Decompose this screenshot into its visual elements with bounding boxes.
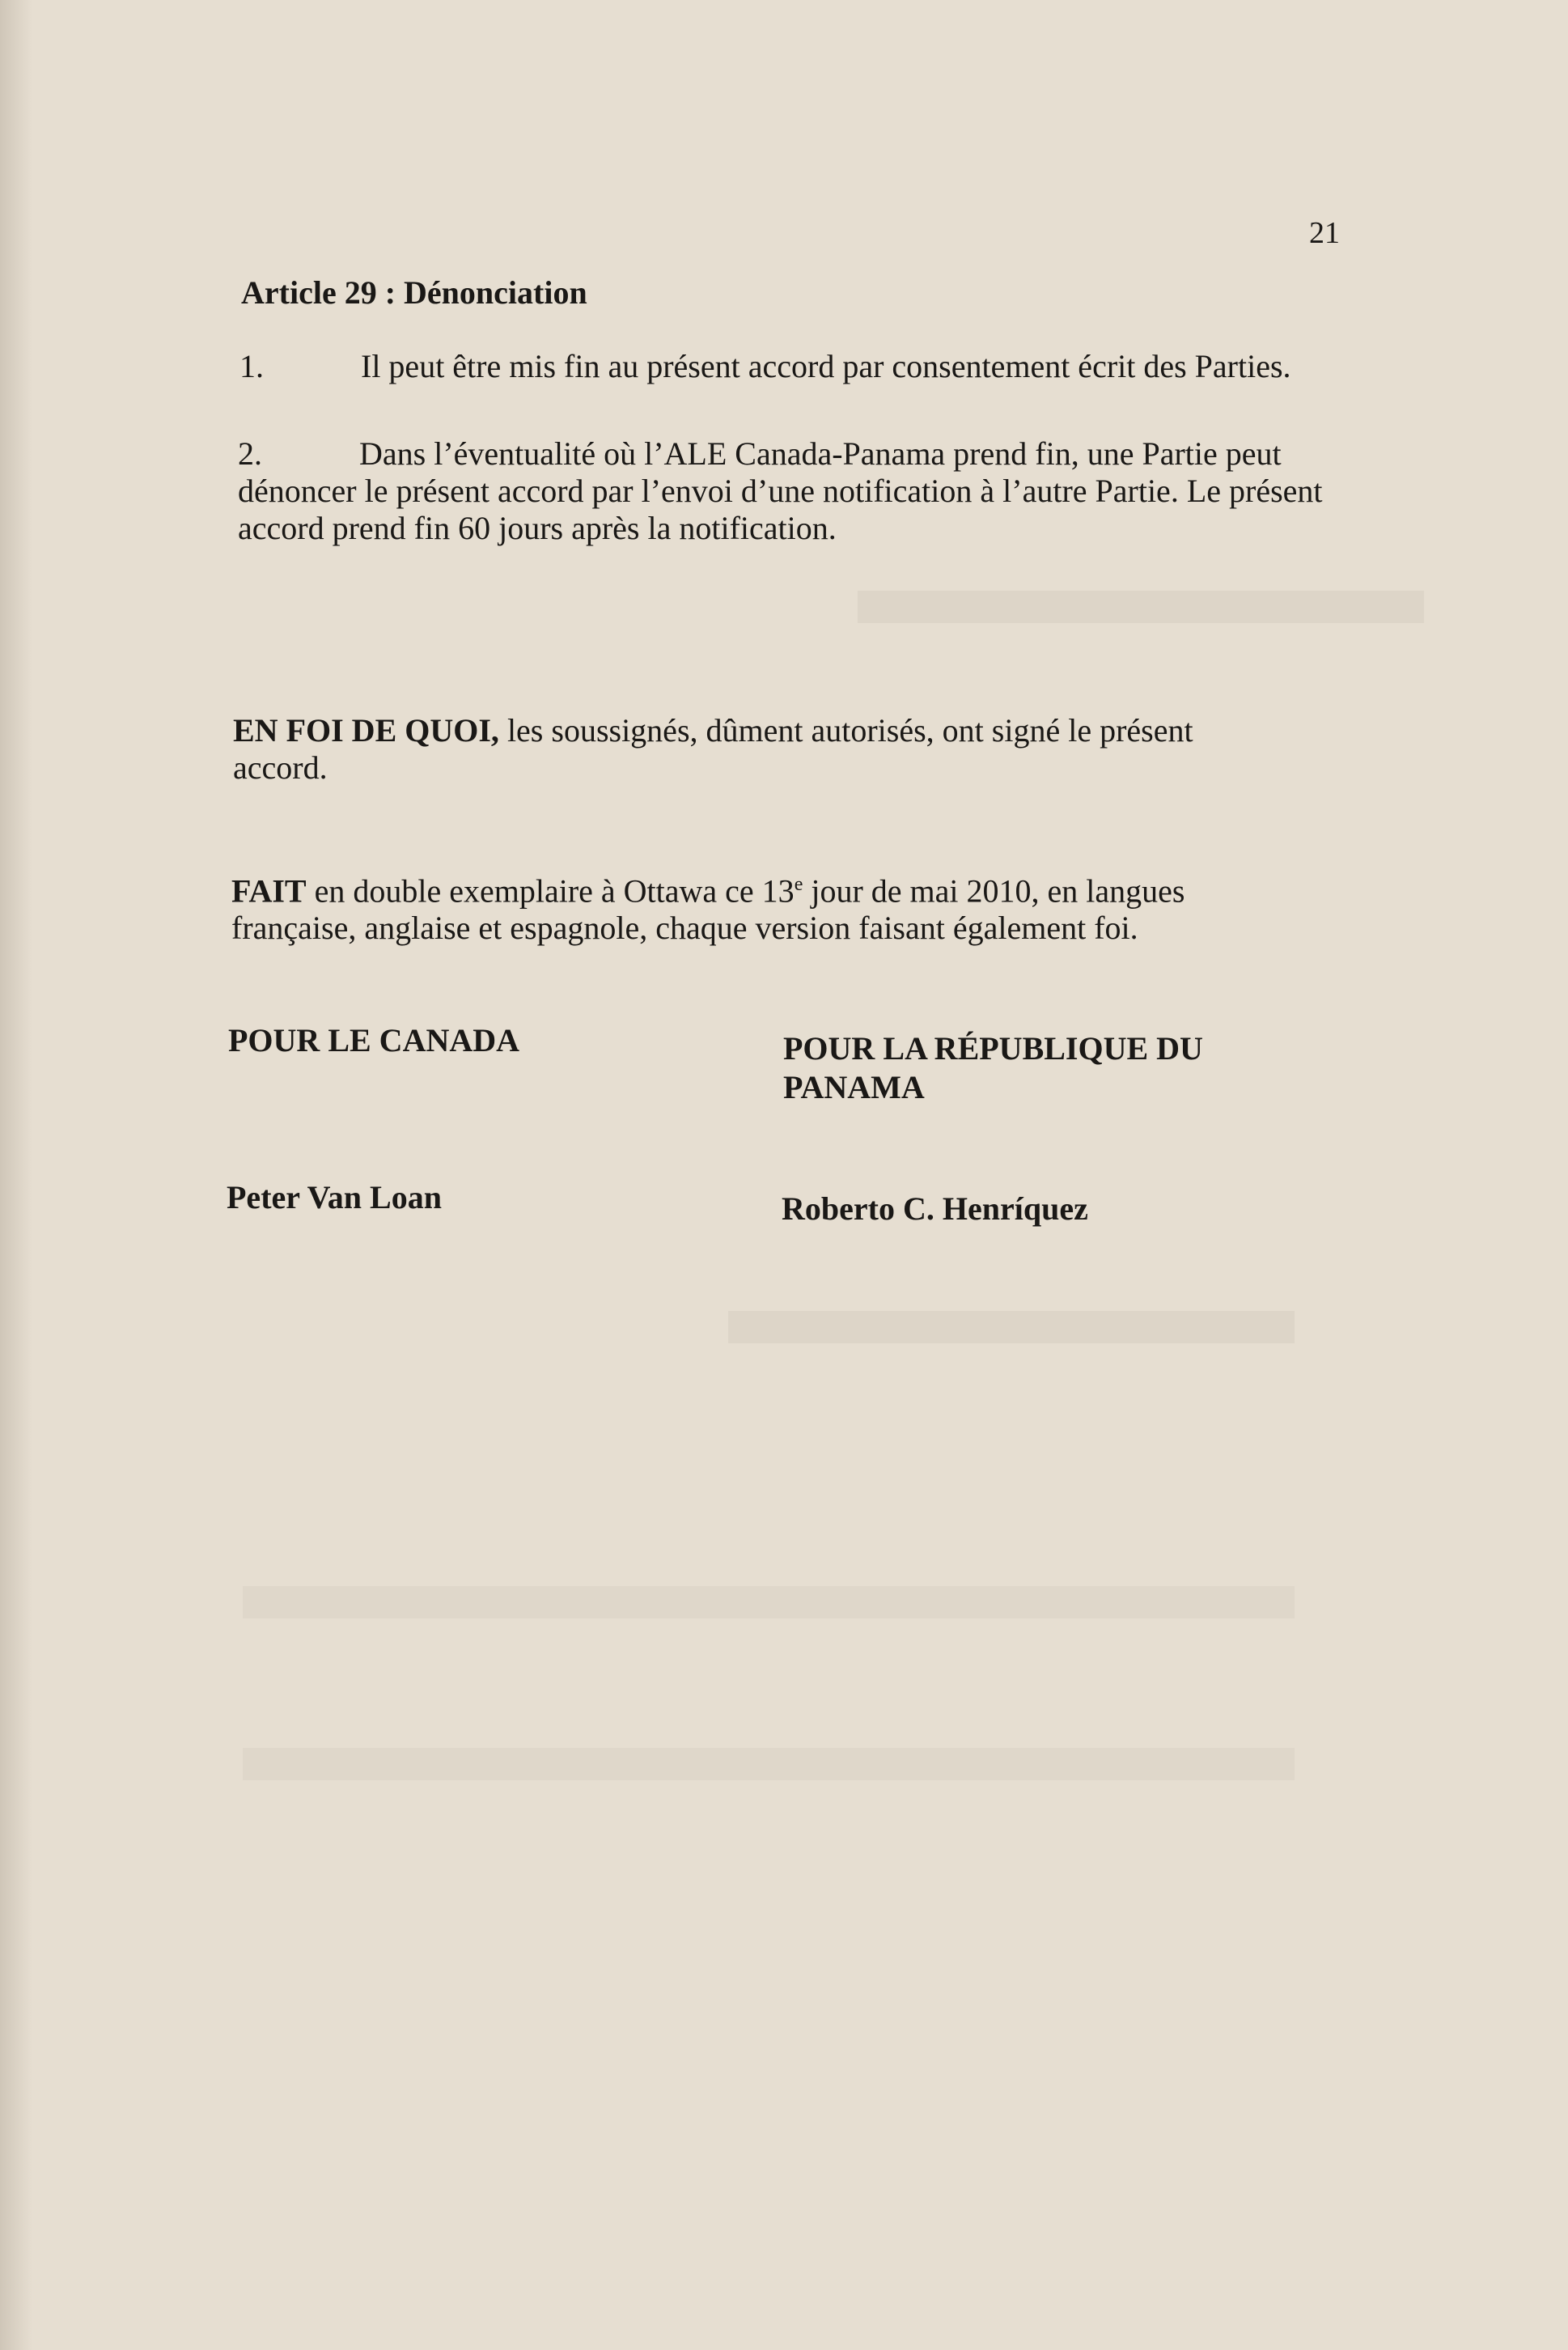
article-heading: Article 29 : Dénonciation bbox=[241, 274, 587, 311]
paragraph-text: Dans l’éventualité où l’ALE Canada-Panama prend fin, une Partie peut dénoncer le présent accord par l’envoi d’une notification à l’autre Partie. Le présent accord prend fin 60 jours après la notification. bbox=[238, 435, 1323, 546]
done-text-after: jour de mai 2010, en langues française, anglaise et espagnole, chaque version faisant également foi. bbox=[231, 872, 1185, 947]
article-paragraph-2 bbox=[238, 435, 1354, 547]
page-spine-shadow bbox=[0, 0, 32, 2350]
done-at-clause bbox=[231, 866, 1283, 947]
done-lead: FAIT bbox=[231, 872, 307, 910]
witness-clause bbox=[233, 712, 1285, 787]
witness-text: les soussignés, dûment autorisés, ont signé le présent accord. bbox=[233, 712, 1193, 786]
show-through-line bbox=[243, 1748, 1295, 1780]
show-through-line bbox=[243, 1586, 1295, 1618]
done-superscript: e bbox=[794, 874, 803, 895]
show-through-line bbox=[728, 1311, 1295, 1343]
paragraph-number: 2. bbox=[238, 435, 262, 472]
paragraph-text: Il peut être mis fin au présent accord par consentement écrit des Parties. bbox=[361, 348, 1291, 384]
paragraph-number: 1. bbox=[239, 348, 264, 384]
show-through-line bbox=[858, 591, 1424, 623]
signer-canada: Peter Van Loan bbox=[227, 1179, 442, 1215]
done-text-before: en double exemplaire à Ottawa ce 13 bbox=[306, 872, 795, 910]
witness-lead: EN FOI DE QUOI, bbox=[233, 712, 499, 749]
signature-label-canada: POUR LE CANADA bbox=[228, 1022, 519, 1058]
page-number: 21 bbox=[1309, 216, 1340, 250]
article-paragraph-1 bbox=[239, 348, 1388, 385]
signature-label-panama: POUR LA RÉPUBLIQUE DU PANAMA bbox=[783, 1030, 1203, 1105]
signer-panama: Roberto C. Henríquez bbox=[782, 1190, 1088, 1227]
